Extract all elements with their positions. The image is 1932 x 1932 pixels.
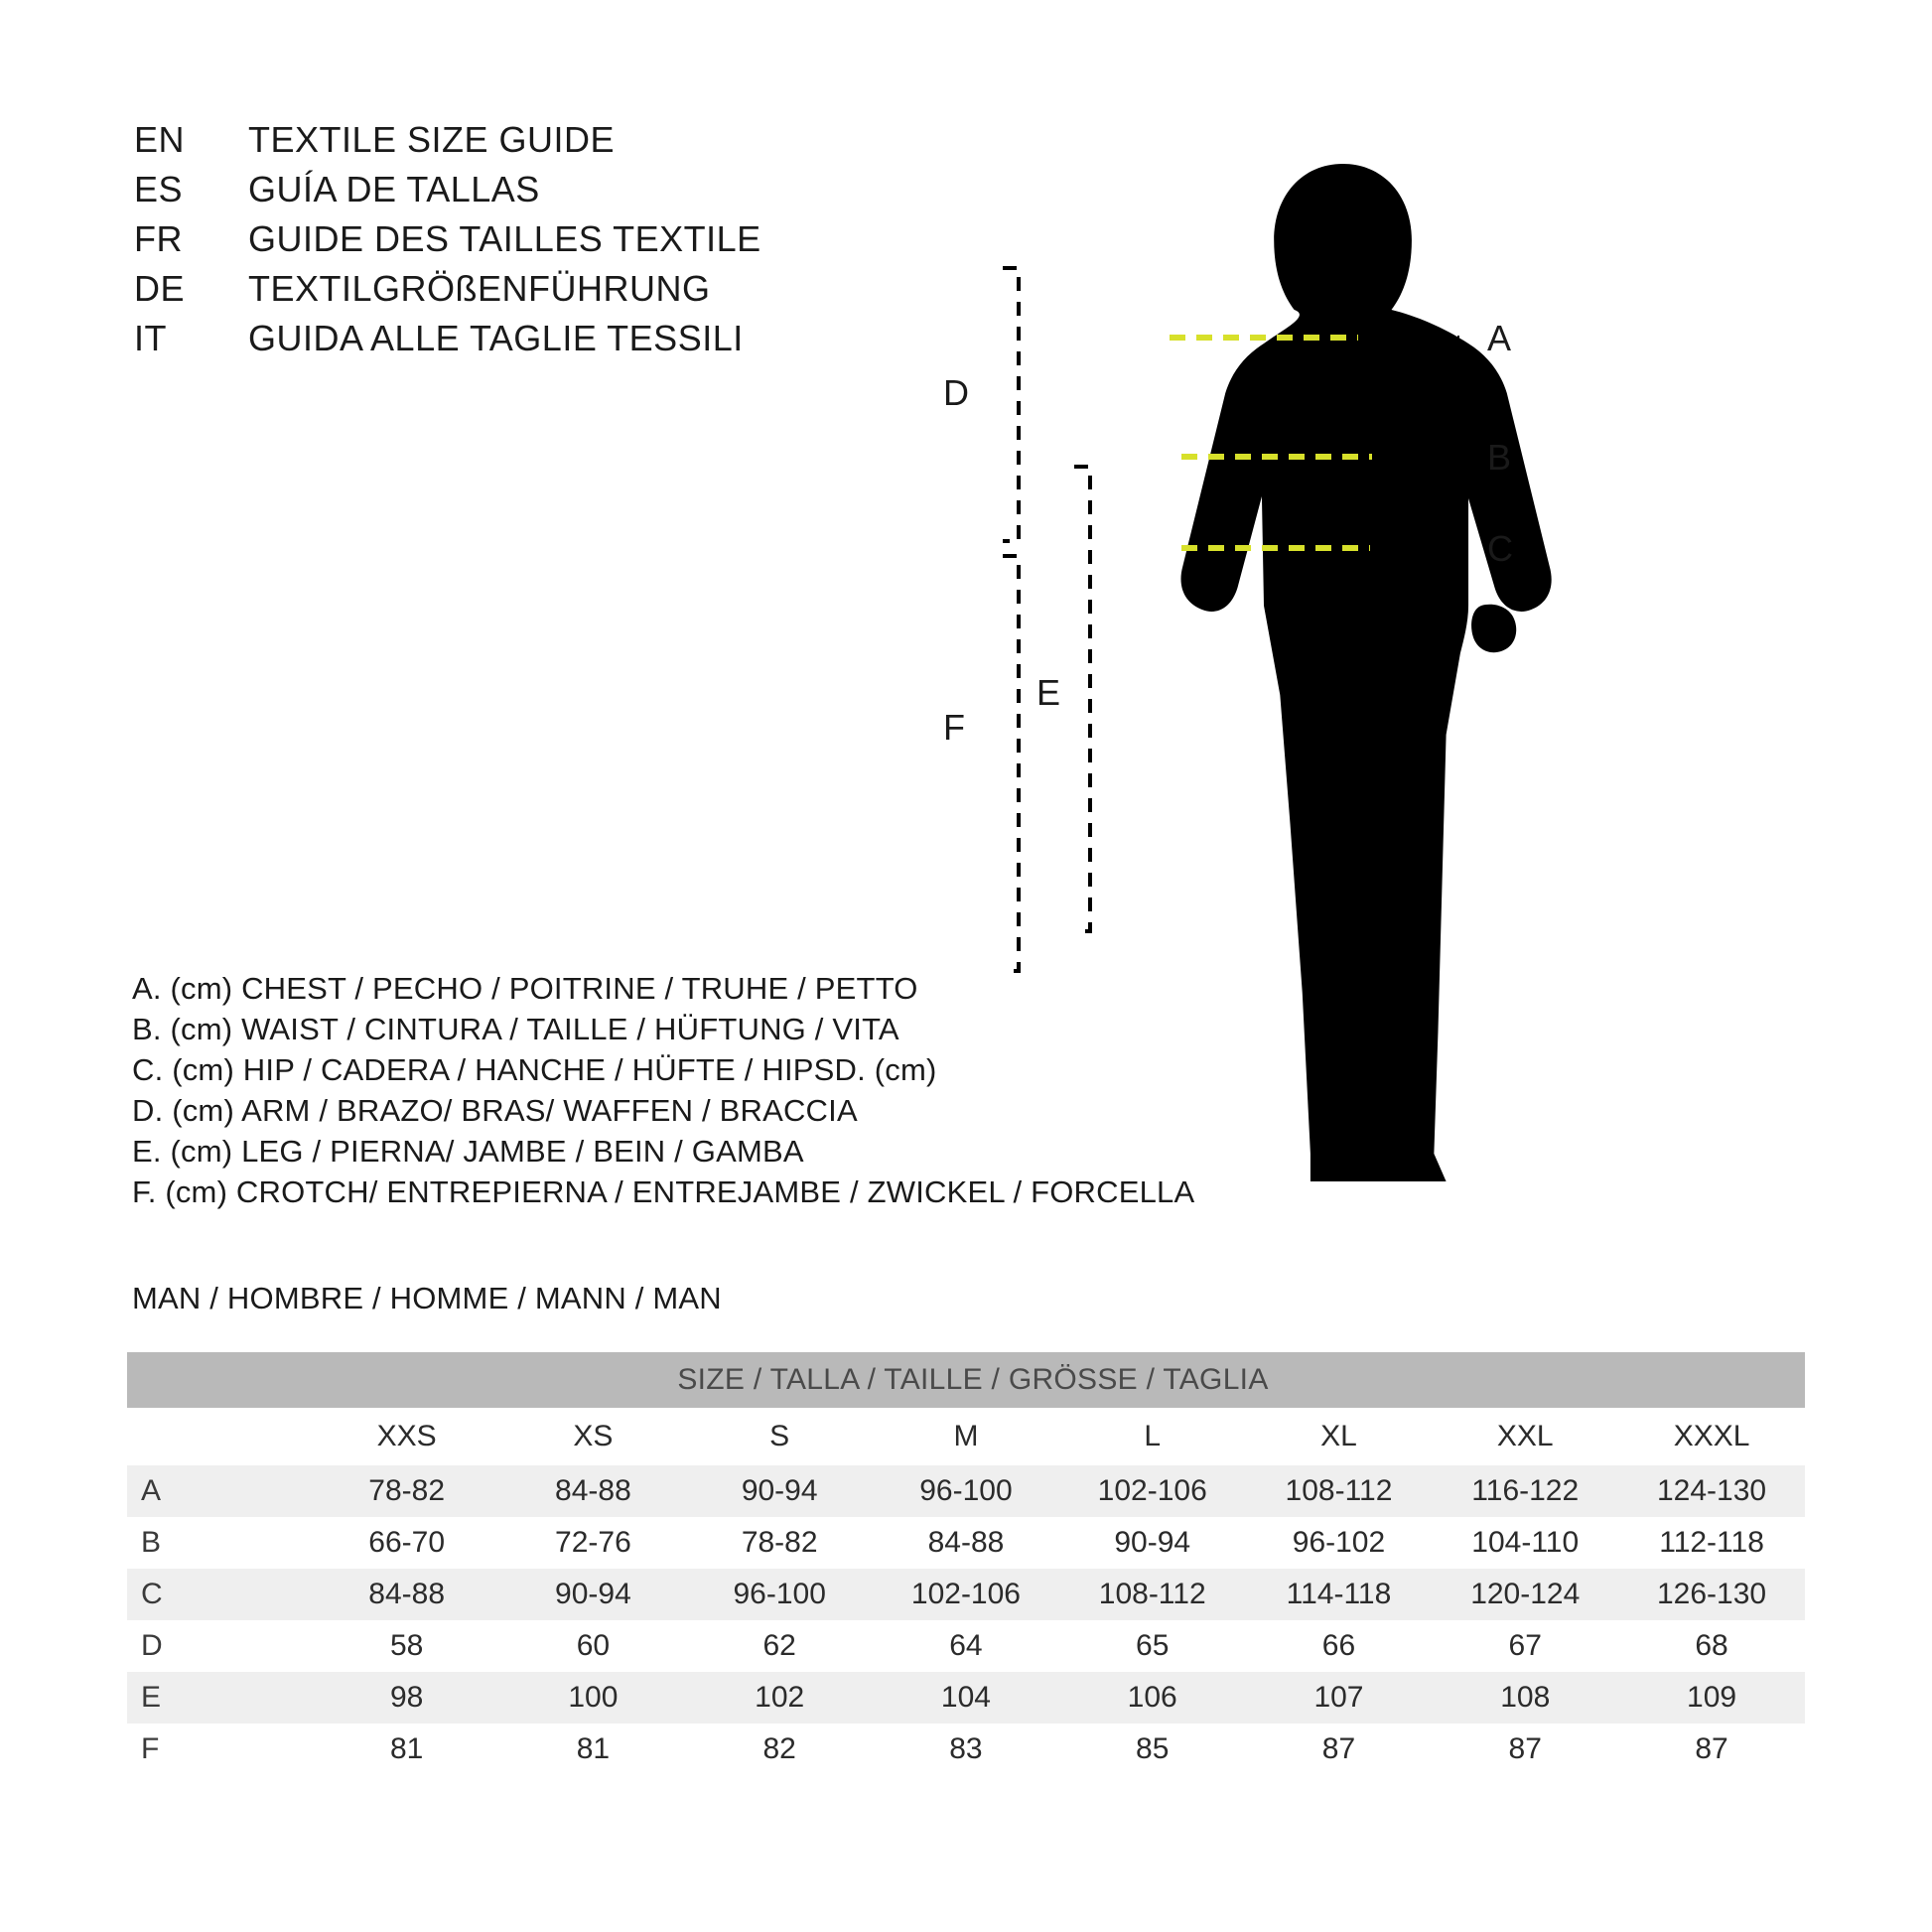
table-row (127, 1465, 1805, 1517)
cell-c-l: 108-112 (1059, 1569, 1246, 1620)
cell-e-m: 104 (873, 1672, 1059, 1724)
language-title-de: TEXTILGRÖßENFÜHRUNG (248, 268, 711, 309)
size-table-column-row (127, 1408, 1805, 1465)
cell-d-xs: 60 (500, 1620, 687, 1672)
cell-d-xxxl: 68 (1618, 1620, 1805, 1672)
column-header-s: S (686, 1408, 873, 1465)
table-row (127, 1620, 1805, 1672)
cell-b-xs: 72-76 (500, 1517, 687, 1569)
language-title-en: TEXTILE SIZE GUIDE (248, 119, 616, 160)
row-label-f: F (127, 1724, 314, 1775)
cell-b-l: 90-94 (1059, 1517, 1246, 1569)
cell-f-xxxl: 87 (1618, 1724, 1805, 1775)
figure-label-b: B (1487, 437, 1512, 478)
figure-label-a: A (1487, 318, 1512, 358)
language-code-es: ES (134, 169, 184, 209)
cell-e-xxxl: 109 (1618, 1672, 1805, 1724)
legend-item-f: F. (cm) CROTCH/ ENTREPIERNA / ENTREJAMBE / ZWICKEL / FORCELLA (132, 1174, 1195, 1209)
language-row-de (134, 268, 761, 318)
cell-b-m: 84-88 (873, 1517, 1059, 1569)
size-table-corner-cell (127, 1408, 314, 1465)
language-row-it (134, 318, 761, 367)
gender-label: MAN / HOMBRE / HOMME / MANN / MAN (132, 1281, 722, 1315)
language-code-de: DE (134, 268, 186, 309)
cell-a-xs: 84-88 (500, 1465, 687, 1517)
cell-a-xxxl: 124-130 (1618, 1465, 1805, 1517)
cell-f-xxl: 87 (1432, 1724, 1618, 1775)
cell-f-xl: 87 (1246, 1724, 1433, 1775)
cell-d-l: 65 (1059, 1620, 1246, 1672)
cell-d-xl: 66 (1246, 1620, 1433, 1672)
cell-a-s: 90-94 (686, 1465, 873, 1517)
cell-e-l: 106 (1059, 1672, 1246, 1724)
body-measurement-figure (943, 89, 1817, 1221)
language-title-fr: GUIDE DES TAILLES TEXTILE (248, 218, 761, 259)
language-row-en (134, 119, 761, 169)
cell-a-xxs: 78-82 (314, 1465, 500, 1517)
table-row (127, 1724, 1805, 1775)
cell-e-xs: 100 (500, 1672, 687, 1724)
language-row-fr (134, 218, 761, 268)
row-label-b: B (127, 1517, 314, 1569)
cell-d-m: 64 (873, 1620, 1059, 1672)
column-header-xxs: XXS (314, 1408, 500, 1465)
cell-b-xxxl: 112-118 (1618, 1517, 1805, 1569)
table-row (127, 1517, 1805, 1569)
cell-b-xl: 96-102 (1246, 1517, 1433, 1569)
cell-f-s: 82 (686, 1724, 873, 1775)
cell-f-l: 85 (1059, 1724, 1246, 1775)
figure-label-f: F (943, 707, 965, 748)
cell-d-s: 62 (686, 1620, 873, 1672)
cell-a-l: 102-106 (1059, 1465, 1246, 1517)
language-row-es (134, 169, 761, 218)
table-row (127, 1672, 1805, 1724)
figure-label-e: E (1036, 672, 1061, 713)
language-code-it: IT (134, 318, 167, 358)
cell-c-xs: 90-94 (500, 1569, 687, 1620)
legend-item-d: D. (cm) ARM / BRAZO/ BRAS/ WAFFEN / BRACCIA (132, 1093, 858, 1128)
column-header-m: M (873, 1408, 1059, 1465)
figure-label-d: D (943, 372, 969, 413)
cell-a-xl: 108-112 (1246, 1465, 1433, 1517)
cell-a-xxl: 116-122 (1432, 1465, 1618, 1517)
cell-e-xl: 107 (1246, 1672, 1433, 1724)
column-header-xxxl: XXXL (1618, 1408, 1805, 1465)
cell-c-s: 96-100 (686, 1569, 873, 1620)
cell-e-xxs: 98 (314, 1672, 500, 1724)
size-table-header: SIZE / TALLA / TAILLE / GRÖSSE / TAGLIA (127, 1352, 1805, 1408)
dimension-brackets (1003, 268, 1090, 971)
cell-e-s: 102 (686, 1672, 873, 1724)
legend-item-a: A. (cm) CHEST / PECHO / POITRINE / TRUHE / PETTO (132, 971, 918, 1006)
male-silhouette-icon (1180, 164, 1551, 1181)
row-label-e: E (127, 1672, 314, 1724)
language-titles (134, 119, 761, 367)
size-table (127, 1352, 1805, 1775)
size-table-wrap (127, 1352, 1805, 1775)
column-header-xs: XS (500, 1408, 687, 1465)
language-code-fr: FR (134, 218, 183, 259)
row-label-c: C (127, 1569, 314, 1620)
legend-item-e: E. (cm) LEG / PIERNA/ JAMBE / BEIN / GAMBA (132, 1134, 804, 1169)
cell-d-xxl: 67 (1432, 1620, 1618, 1672)
figure-label-c: C (1487, 528, 1513, 569)
cell-c-xxxl: 126-130 (1618, 1569, 1805, 1620)
language-title-es: GUÍA DE TALLAS (248, 169, 540, 209)
cell-b-xxl: 104-110 (1432, 1517, 1618, 1569)
column-header-l: L (1059, 1408, 1246, 1465)
legend-item-c: C. (cm) HIP / CADERA / HANCHE / HÜFTE / HIPSD. (cm) (132, 1052, 937, 1087)
cell-c-xxl: 120-124 (1432, 1569, 1618, 1620)
cell-b-xxs: 66-70 (314, 1517, 500, 1569)
language-code-en: EN (134, 119, 186, 160)
legend-item-b: B. (cm) WAIST / CINTURA / TAILLE / HÜFTUNG / VITA (132, 1012, 899, 1046)
cell-c-xxs: 84-88 (314, 1569, 500, 1620)
cell-c-xl: 114-118 (1246, 1569, 1433, 1620)
cell-a-m: 96-100 (873, 1465, 1059, 1517)
cell-c-m: 102-106 (873, 1569, 1059, 1620)
size-table-caption-row (127, 1352, 1805, 1408)
column-header-xxl: XXL (1432, 1408, 1618, 1465)
row-label-a: A (127, 1465, 314, 1517)
cell-e-xxl: 108 (1432, 1672, 1618, 1724)
column-header-xl: XL (1246, 1408, 1433, 1465)
language-title-it: GUIDA ALLE TAGLIE TESSILI (248, 318, 744, 358)
table-row (127, 1569, 1805, 1620)
cell-f-xxs: 81 (314, 1724, 500, 1775)
cell-d-xxs: 58 (314, 1620, 500, 1672)
row-label-d: D (127, 1620, 314, 1672)
cell-f-m: 83 (873, 1724, 1059, 1775)
cell-b-s: 78-82 (686, 1517, 873, 1569)
cell-f-xs: 81 (500, 1724, 687, 1775)
